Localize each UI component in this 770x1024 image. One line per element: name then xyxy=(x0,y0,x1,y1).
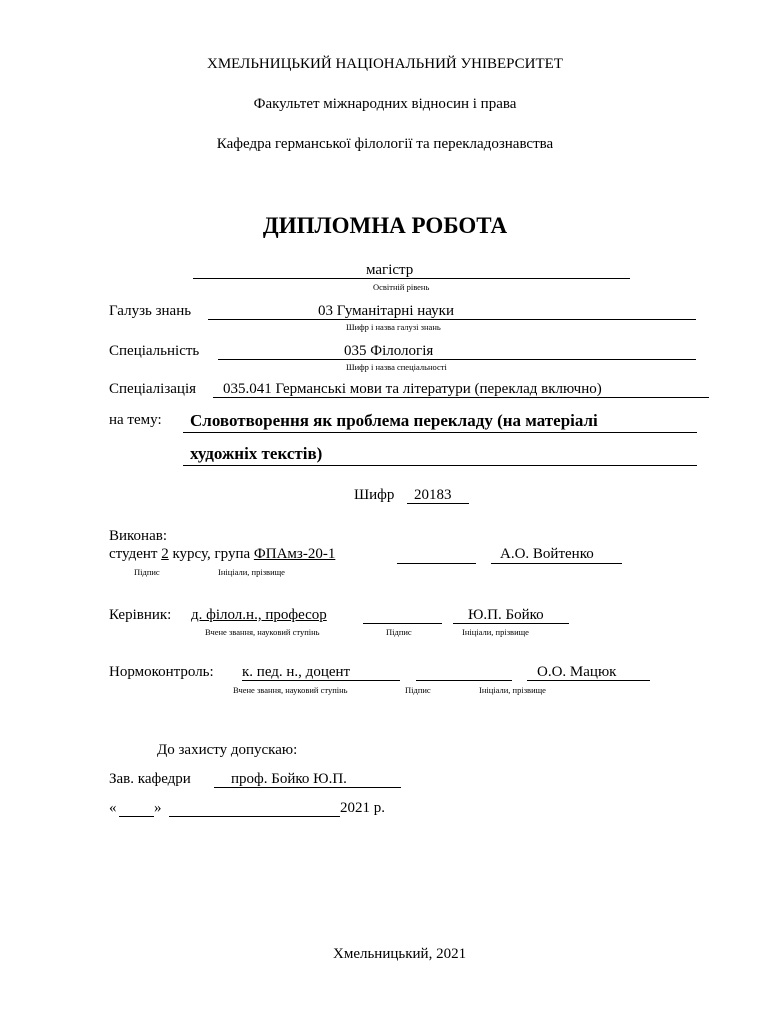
date-quote-close: » xyxy=(154,800,162,816)
faculty-name: Факультет міжнародних відносин і права xyxy=(253,96,517,112)
topic-line-2: художніх текстів) xyxy=(190,444,323,463)
specialty-value: 035 Філологія xyxy=(344,343,434,359)
normcontrol-name: О.О. Мацюк xyxy=(537,664,617,680)
topic-underline-2 xyxy=(183,465,697,466)
normcontrol-degree-caption: Вчене звання, науковий ступінь xyxy=(233,685,348,695)
course-number: 2 xyxy=(161,546,169,562)
date-month-blank xyxy=(169,816,340,817)
cipher-label: Шифр xyxy=(354,487,395,503)
field-caption: Шифр і назва галузі знань xyxy=(346,322,441,332)
specialty-underline xyxy=(218,359,696,360)
performer-name: А.О. Войтенко xyxy=(500,546,594,562)
level-caption: Освітній рівень xyxy=(373,282,430,292)
performer-name-underline xyxy=(491,563,622,564)
supervisor-degree: д. філол.н., професор xyxy=(191,607,327,623)
performer-line xyxy=(109,546,335,563)
topic-label: на тему: xyxy=(109,412,162,428)
specialization-value: 035.041 Германські мови та літератури (переклад включно) xyxy=(223,381,602,397)
specialty-caption: Шифр і назва спеціальності xyxy=(346,362,447,372)
document-title: ДИПЛОМНА РОБОТА xyxy=(262,213,508,238)
department-name: Кафедра германської філології та перекладознавства xyxy=(216,136,554,152)
supervisor-sign-caption: Підпис xyxy=(386,627,412,637)
supervisor-signature-line xyxy=(363,623,442,624)
date-day-blank xyxy=(119,816,154,817)
university-name: ХМЕЛЬНИЦЬКИЙ НАЦІОНАЛЬНИЙ УНІВЕРСИТЕТ xyxy=(207,56,563,72)
performer-sign-caption: Підпис xyxy=(134,567,160,577)
performer-signature-line xyxy=(397,563,476,564)
level-value: магістр xyxy=(366,262,414,278)
topic-underline-1 xyxy=(183,432,697,433)
student-prefix: студент xyxy=(109,546,162,562)
admission-year: 2021 р. xyxy=(340,800,385,816)
head-label: Зав. кафедри xyxy=(109,771,191,787)
course-suffix: курсу, група xyxy=(168,546,254,562)
supervisor-name: Ю.П. Бойко xyxy=(468,607,544,623)
specialization-label: Спеціалізація xyxy=(109,381,197,397)
normcontrol-label: Нормоконтроль: xyxy=(109,664,214,680)
performer-name-caption: Ініціали, прізвище xyxy=(218,567,285,577)
supervisor-degree-caption: Вчене звання, науковий ступінь xyxy=(205,627,320,637)
admission-text: До захисту допускаю: xyxy=(157,742,298,758)
group-code: ФПАмз-20-1 xyxy=(253,546,336,562)
field-value: 03 Гуманітарні науки xyxy=(318,303,454,319)
performer-heading: Виконав: xyxy=(109,528,167,544)
city-year: Хмельницький, 2021 xyxy=(333,946,467,962)
normcontrol-sign-caption: Підпис xyxy=(405,685,431,695)
field-label: Галузь знань xyxy=(109,303,192,319)
cipher-value: 20183 xyxy=(414,487,452,503)
topic-line-1: Словотворення як проблема перекладу (на матеріалі xyxy=(190,411,598,430)
normcontrol-signature-line xyxy=(416,680,512,681)
date-quote-open: « xyxy=(109,800,117,816)
supervisor-name-caption: Ініціали, прізвище xyxy=(462,627,529,637)
normcontrol-degree: к. пед. н., доцент xyxy=(242,664,351,680)
supervisor-label: Керівник: xyxy=(109,607,172,623)
specialty-label: Спеціальність xyxy=(109,343,200,359)
head-name: проф. Бойко Ю.П. xyxy=(231,771,347,787)
normcontrol-name-caption: Ініціали, прізвище xyxy=(479,685,546,695)
